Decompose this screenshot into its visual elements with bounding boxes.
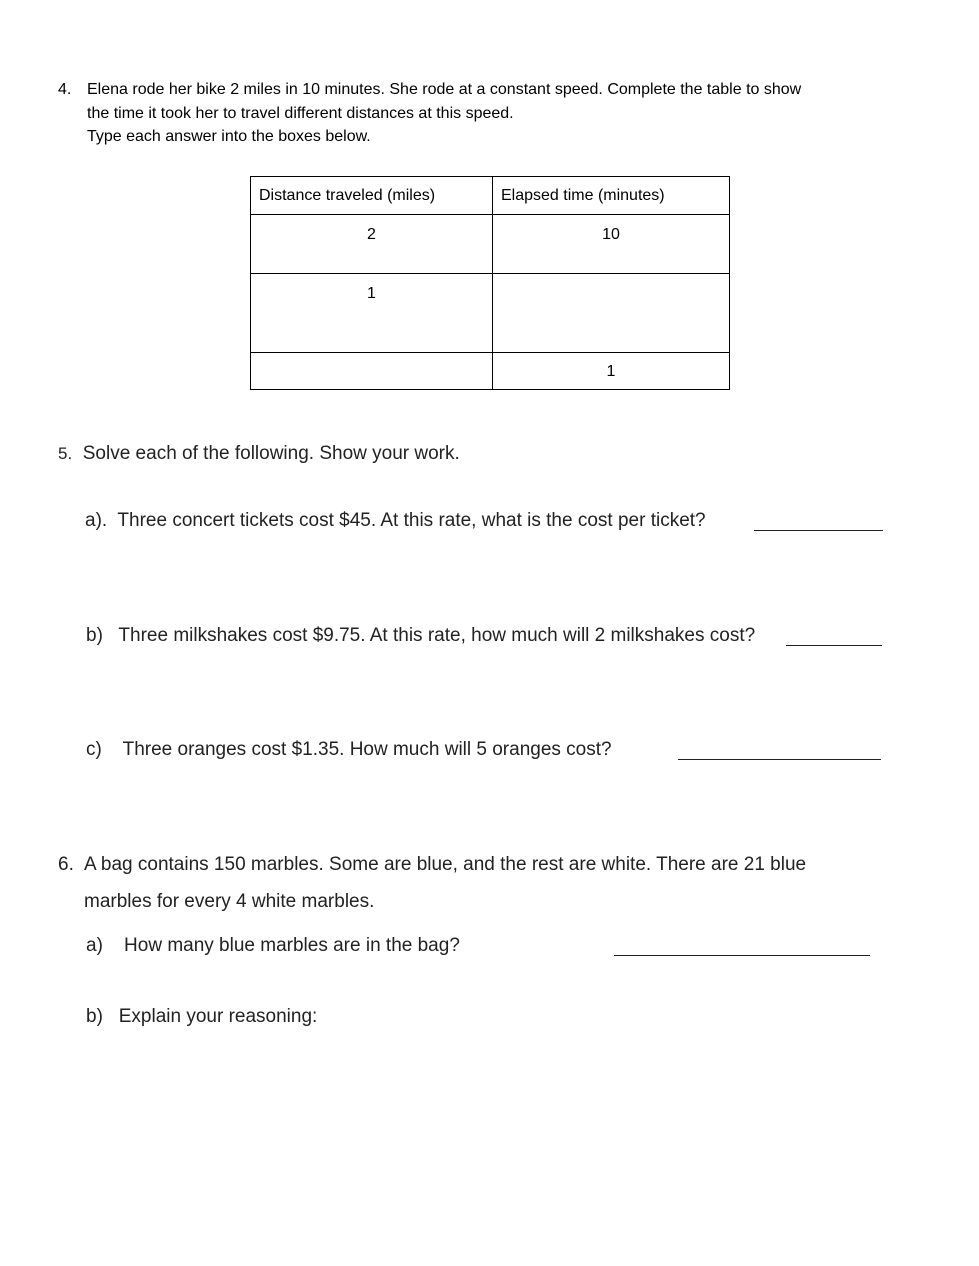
distance-time-table [250, 176, 730, 390]
question-5-prompt: Solve each of the following. Show your work. [82, 443, 460, 464]
table-cell-time [493, 215, 730, 274]
header-distance: Distance traveled (miles) [251, 177, 493, 215]
answer-line-5c[interactable] [678, 759, 881, 760]
question-5c [86, 739, 612, 761]
answer-line-5a[interactable] [754, 530, 883, 531]
question-6b-text: Explain your reasoning: [118, 1006, 318, 1027]
question-5 [58, 443, 460, 465]
table-row [251, 215, 730, 274]
question-6b [86, 1006, 317, 1028]
answer-line-5b[interactable] [786, 645, 882, 646]
table-cell-distance [251, 215, 493, 274]
question-4-number: 4. [58, 81, 72, 98]
cell-value: 1 [606, 363, 616, 380]
question-4-text-line-2: the time it took her to travel different distances at this speed. [87, 105, 514, 122]
cell-value: 10 [602, 226, 620, 243]
question-5b-text: Three milkshakes cost $9.75. At this rate, how much will 2 milkshakes cost? [118, 625, 756, 646]
cell-value: 2 [367, 226, 376, 243]
question-6-text-line-1: A bag contains 150 marbles. Some are blue, and the rest are white. There are 21 blue [84, 854, 807, 875]
question-6b-label: b) [86, 1006, 103, 1027]
question-5c-text: Three oranges cost $1.35. How much will 5 oranges cost? [122, 739, 612, 760]
question-5-number: 5. [58, 444, 73, 463]
question-6-text-line-2: marbles for every 4 white marbles. [84, 891, 375, 912]
question-5c-label: c) [86, 739, 102, 760]
table-header-row [251, 177, 730, 215]
question-6a [86, 935, 460, 957]
question-5a-text: Three concert tickets cost $45. At this rate, what is the cost per ticket? [117, 510, 706, 531]
question-6-number: 6. [58, 854, 74, 875]
question-4-instruction: Type each answer into the boxes below. [87, 128, 371, 145]
header-elapsed-time: Elapsed time (minutes) [493, 177, 730, 215]
table-cell-time [493, 353, 730, 390]
answer-box-time-for-1-mile[interactable] [493, 274, 730, 353]
answer-line-6a[interactable] [614, 955, 870, 956]
cell-value: 1 [367, 285, 376, 302]
table-row [251, 274, 730, 353]
table-cell-distance [251, 274, 493, 353]
answer-box-distance-for-1-minute[interactable] [251, 353, 493, 390]
question-6a-label: a) [86, 935, 103, 956]
question-5a [85, 510, 706, 532]
question-5a-label: a). [85, 510, 108, 531]
table-row [251, 353, 730, 390]
question-4-text-line-1: Elena rode her bike 2 miles in 10 minutes. She rode at a constant speed. Complete the table to show [87, 81, 802, 98]
question-5b [86, 625, 755, 647]
question-5b-label: b) [86, 625, 103, 646]
question-6a-text: How many blue marbles are in the bag? [124, 935, 460, 956]
